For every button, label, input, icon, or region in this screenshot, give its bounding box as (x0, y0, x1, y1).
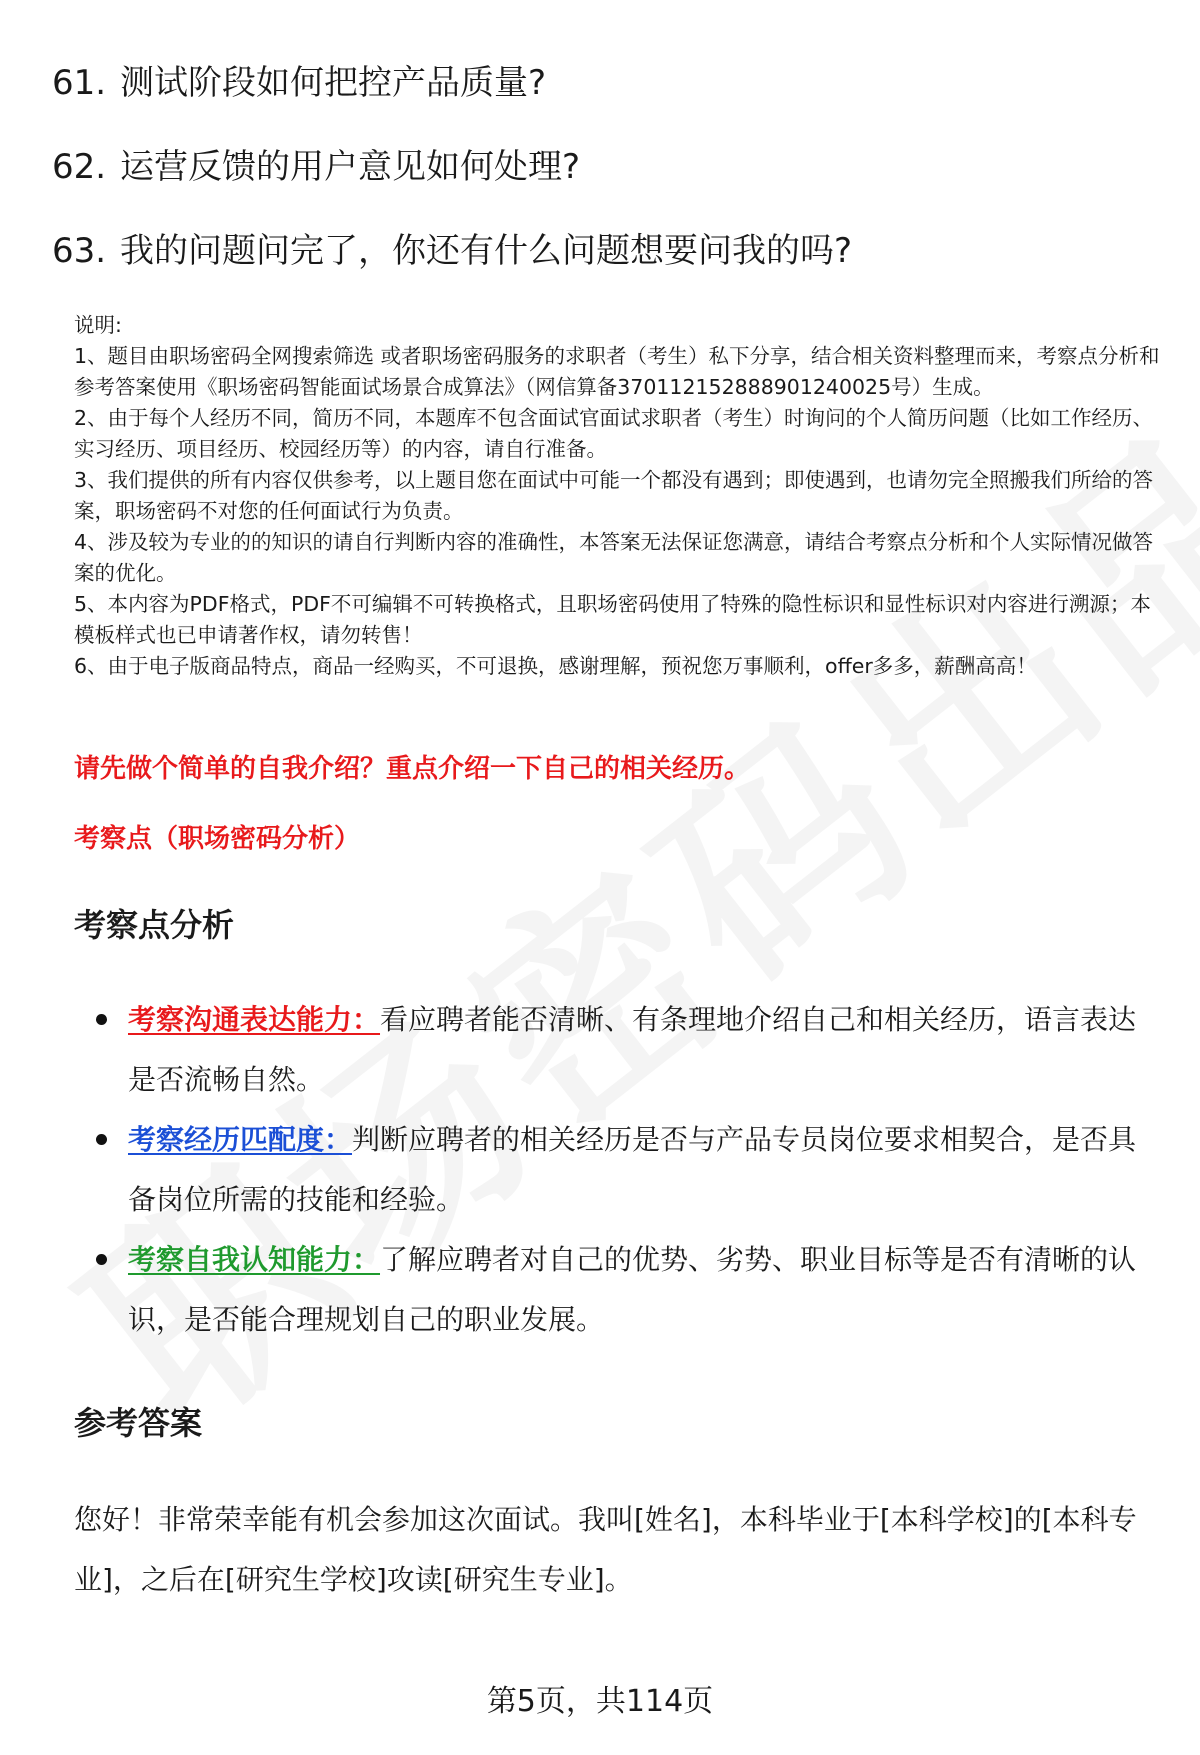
analysis-keyword: 考察沟通表达能力： (128, 1003, 381, 1036)
notes-title: 说明: (74, 313, 122, 337)
bullet-icon (96, 1134, 107, 1145)
analysis-item (96, 1110, 1156, 1230)
note-item: 2、由于每个人经历不同，简历不同，本题库不包含面试官面试求职者（考生）时询问的个人简历问题（比如工作经历、实习经历、项目经历、校园经历等）的内容，请自行准备。 (74, 406, 1154, 461)
note-item: 4、涉及较为专业的的知识的请自行判断内容的准确性，本答案无法保证您满意，请结合考察点分析和个人实际情况做答案的优化。 (74, 530, 1154, 585)
question-item (52, 139, 1152, 223)
analysis-keyword: 考察经历匹配度： (128, 1123, 353, 1156)
note-item: 6、由于电子版商品特点，商品一经购买，不可退换，感谢理解，预祝您万事顺利，offer多多，薪酬高高！ (74, 654, 1037, 678)
question-item (52, 55, 1152, 139)
analysis-item (96, 990, 1156, 1110)
question-text: 测试阶段如何把控产品质量? (120, 63, 547, 103)
question-list (52, 55, 1152, 307)
answer-text: 您好！非常荣幸能有机会参加这次面试。我叫[姓名]，本科毕业于[本科学校]的[本科专业]，之后在[研究生学校]攻读[研究生专业]。 (74, 1503, 1137, 1596)
analysis-heading: 考察点分析 (74, 906, 235, 944)
question-text: 运营反馈的用户意见如何处理? (120, 147, 581, 187)
bullet-icon (96, 1254, 107, 1265)
note-item: 3、我们提供的所有内容仅供参考，以上题目您在面试中可能一个都没有遇到；即使遇到，也请勿完全照搬我们所给的答案，职场密码不对您的任何面试行为负责。 (74, 468, 1154, 523)
note-item: 1、题目由职场密码全网搜索筛选 或者职场密码服务的求职者（考生）私下分享，结合相关资料整理而来，考察点分析和参考答案使用《职场密码智能面试场景合成算法》（网信算备370112152888901240025号）生成。 (74, 344, 1160, 399)
page-footer: 第5页，共114页 (486, 1684, 714, 1719)
answer-heading: 参考答案 (74, 1404, 203, 1442)
analysis-text: 了解应聘者对自己的优势、劣势、职业目标等是否有清晰的认识，是否能合理规划自己的职业发展。 (128, 1243, 1137, 1336)
question-number: 63. (52, 231, 107, 271)
analysis-keyword: 考察自我认知能力： (128, 1243, 381, 1276)
note-item: 5、本内容为PDF格式，PDF不可编辑不可转换格式，且职场密码使用了特殊的隐性标识和显性标识对内容进行溯源；本模板样式也已申请著作权，请勿转售！ (74, 592, 1151, 647)
question-text: 我的问题问完了，你还有什么问题想要问我的吗? (120, 231, 853, 271)
interview-question-title: 请先做个简单的自我介绍？重点介绍一下自己的相关经历。 (74, 754, 751, 784)
assessment-points-title: 考察点（职场密码分析） (74, 824, 361, 854)
analysis-item (96, 1230, 1156, 1350)
question-item (52, 223, 1152, 307)
question-number: 61. (52, 63, 107, 103)
notes-block (74, 310, 1164, 682)
analysis-list (96, 990, 1156, 1350)
bullet-icon (96, 1014, 107, 1025)
question-number: 62. (52, 147, 107, 187)
analysis-text: 判断应聘者的相关经历是否与产品专员岗位要求相契合，是否具备岗位所需的技能和经验。 (128, 1123, 1137, 1216)
analysis-text: 看应聘者能否清晰、有条理地介绍自己和相关经历，语言表达是否流畅自然。 (128, 1003, 1137, 1096)
